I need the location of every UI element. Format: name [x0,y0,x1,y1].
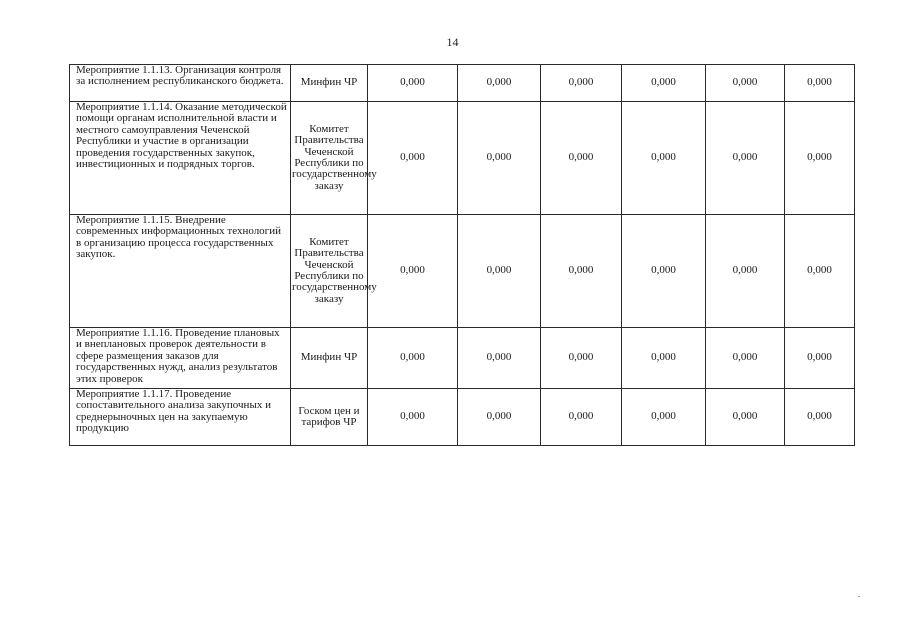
value-cell: 0,000 [622,328,706,389]
value-cell: 0,000 [706,102,785,215]
activity-description: Мероприятие 1.1.17. Проведение сопоставительного анализа закупочных и среднерыночных цен на закупаемую продукцию [70,389,291,446]
value-cell: 0,000 [541,328,622,389]
executor-cell: Комитет Правительства Чеченской Республики по государственному заказу [291,215,368,328]
activity-description: Мероприятие 1.1.16. Проведение плановых и внеплановых проверок деятельности в сфере размещения заказов для государственных нужд, анализ результатов этих проверок [70,328,291,389]
activity-description: Мероприятие 1.1.15. Внедрение современных информационных технологий в организацию процесса государственных закупок. [70,215,291,328]
value-cell: 0,000 [541,215,622,328]
activity-description: Мероприятие 1.1.14. Оказание методической помощи органам исполнительной власти и местного самоуправления Чеченской Республики и участие в организации проведения государственных закупок, инвестиционных и подрядных торгов. [70,102,291,215]
scan-speck [858,596,860,597]
value-cell: 0,000 [368,389,458,446]
value-cell: 0,000 [706,215,785,328]
page-number: 14 [446,35,459,49]
value-cell: 0,000 [706,65,785,102]
table-row [70,328,855,389]
executor-cell: Минфин ЧР [291,65,368,102]
value-cell: 0,000 [785,215,855,328]
value-cell: 0,000 [622,102,706,215]
value-cell: 0,000 [706,328,785,389]
value-cell: 0,000 [541,65,622,102]
table-row [70,65,855,102]
value-cell: 0,000 [458,215,541,328]
value-cell: 0,000 [785,102,855,215]
executor-cell: Госком цен и тарифов ЧР [291,389,368,446]
value-cell: 0,000 [785,65,855,102]
value-cell: 0,000 [541,389,622,446]
value-cell: 0,000 [458,102,541,215]
value-cell: 0,000 [622,389,706,446]
value-cell: 0,000 [785,389,855,446]
table-row [70,102,855,215]
table-row [70,215,855,328]
value-cell: 0,000 [706,389,785,446]
value-cell: 0,000 [622,215,706,328]
budget-table [69,64,855,446]
value-cell: 0,000 [368,65,458,102]
value-cell: 0,000 [368,215,458,328]
value-cell: 0,000 [368,328,458,389]
table-row [70,389,855,446]
executor-cell: Комитет Правительства Чеченской Республики по государственному заказу [291,102,368,215]
value-cell: 0,000 [458,328,541,389]
value-cell: 0,000 [368,102,458,215]
executor-cell: Минфин ЧР [291,328,368,389]
value-cell: 0,000 [458,389,541,446]
value-cell: 0,000 [458,65,541,102]
value-cell: 0,000 [785,328,855,389]
activity-description: Мероприятие 1.1.13. Организация контроля за исполнением республиканского бюджета. [70,65,291,102]
value-cell: 0,000 [541,102,622,215]
value-cell: 0,000 [622,65,706,102]
